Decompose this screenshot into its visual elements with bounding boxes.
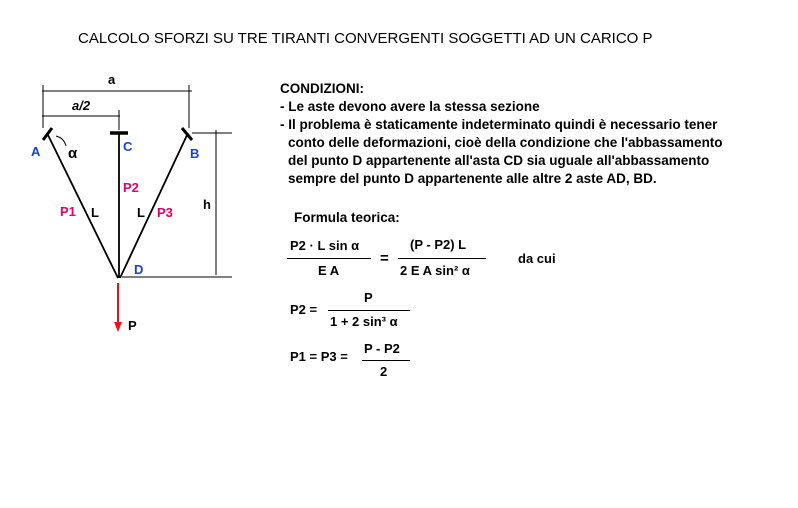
- dim-h-label: h: [203, 197, 211, 212]
- node-B-label: B: [190, 146, 200, 161]
- eq1-den-right: 2 E A sin² α: [400, 263, 470, 278]
- page-title: CALCOLO SFORZI SU TRE TIRANTI CONVERGENTI SOGGETTI AD UN CARICO P: [78, 30, 653, 47]
- dim-a-label: a: [108, 72, 116, 87]
- condition-line: sempre del punto D appartenente alle altre 2 aste AD, BD.: [288, 171, 657, 186]
- node-A-label: A: [31, 144, 41, 159]
- force-P3-label: P3: [157, 205, 173, 220]
- force-P1-label: P1: [60, 204, 76, 219]
- length-left-label: L: [91, 205, 99, 220]
- condition-line: conto delle deformazioni, cioè della condizione che l'abbassamento: [288, 135, 723, 150]
- truss-diagram: [0, 60, 270, 400]
- length-right-label: L: [137, 205, 145, 220]
- node-C-label: C: [123, 139, 133, 154]
- eq1-equals: =: [380, 250, 389, 267]
- load-arrow-head: [114, 322, 122, 332]
- conditions-heading: CONDIZIONI:: [280, 81, 364, 96]
- da-cui-label: da cui: [518, 251, 556, 266]
- node-D-label: D: [134, 262, 144, 277]
- formula-heading: Formula teorica:: [294, 210, 400, 225]
- eq3-num: P - P2: [364, 341, 400, 356]
- dim-a-half-label: a/2: [72, 98, 91, 113]
- eq3-den: 2: [380, 364, 388, 379]
- eq2-num: P: [364, 290, 373, 305]
- condition-line: - Il problema è staticamente indeterminato quindi è necessario tener: [280, 117, 718, 132]
- conditions-block: [280, 80, 723, 188]
- condition-line: - Le aste devono avere la stessa sezione: [280, 99, 540, 114]
- angle-arc: [56, 136, 66, 146]
- bar-BD: [120, 133, 188, 278]
- eq3-lhs: P1 = P3 =: [290, 349, 348, 364]
- force-P2-label: P2: [123, 180, 139, 195]
- eq1-bar-right: [398, 258, 486, 259]
- bar-AD: [47, 133, 118, 278]
- eq2-den: 1 + 2 sin³ α: [330, 314, 398, 329]
- eq3-bar: [362, 360, 410, 361]
- eq2-bar: [328, 310, 410, 311]
- eq1-bar-left: [287, 258, 371, 259]
- eq1-num-left: P2 · L sin α: [290, 238, 360, 253]
- eq1-den-left: E A: [318, 263, 340, 278]
- condition-line: del punto D appartenente all'asta CD sia uguale all'abbassamento: [288, 153, 710, 168]
- eq1-num-right: (P - P2) L: [410, 237, 467, 252]
- load-label: P: [128, 318, 137, 333]
- eq2-lhs: P2 =: [290, 302, 318, 317]
- angle-label: α: [68, 145, 78, 162]
